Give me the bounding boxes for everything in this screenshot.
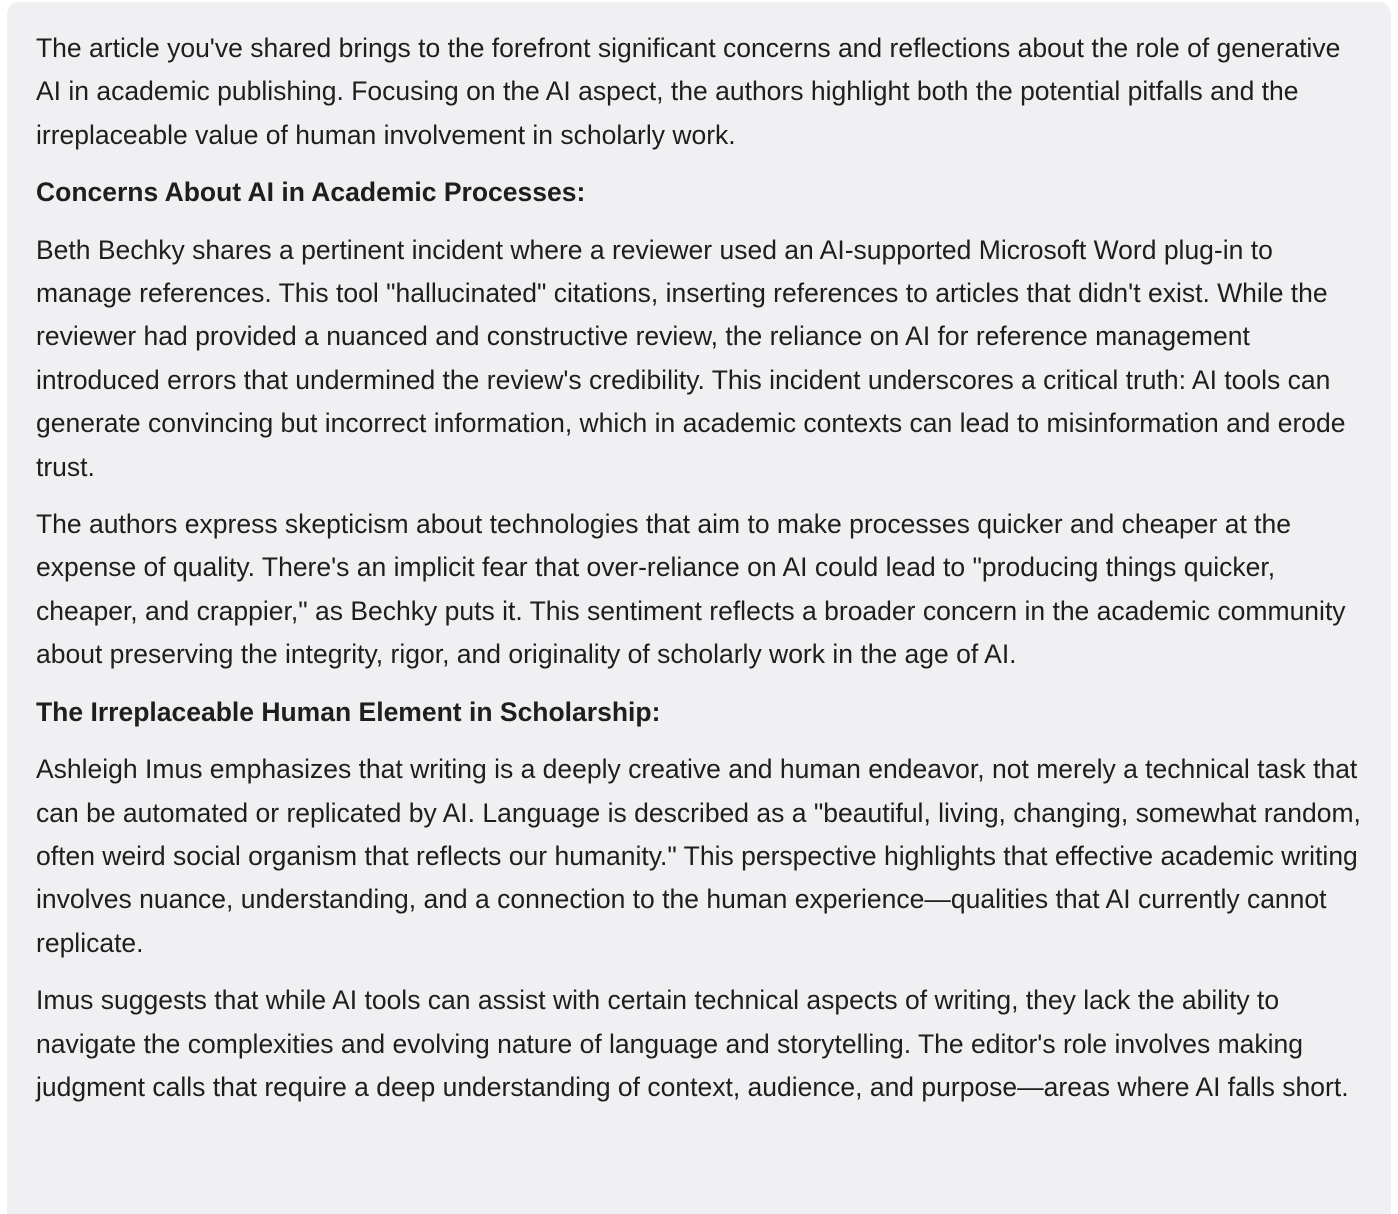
intro-paragraph: The article you've shared brings to the forefront significant concerns and reflections about the role of generative AI in academic publishing. Focusing on the AI aspect, the authors highlight both the potential pitfalls and the irreplaceable value of human involvement in scholarly work. xyxy=(36,33,1341,150)
paragraph-imus-writing: Ashleigh Imus emphasizes that writing is a deeply creative and human endeavor, not merely a technical task that can be automated or replicated by AI. Language is described as a "beautiful, living, changing, somewhat random, often weird social organism that reflects our humanity." This perspective highlights that effective academic writing involves nuance, understanding, and a connection to the human experience—qualities that AI currently cannot replicate. xyxy=(36,754,1361,958)
assistant-message xyxy=(7,2,1391,1214)
section-heading-human-element: The Irreplaceable Human Element in Scholarship: xyxy=(36,696,661,727)
paragraph-skepticism: The authors express skepticism about technologies that aim to make processes quicker and cheaper at the expense of quality. There's an implicit fear that over-reliance on AI could lead to "producing things quicker, cheaper, and crappier," as Bechky puts it. This sentiment reflects a broader concern in the academic community about preserving the integrity, rigor, and originality of scholarly work in the age of AI. xyxy=(36,509,1346,670)
paragraph-editor-role: Imus suggests that while AI tools can assist with certain technical aspects of writing, they lack the ability to navigate the complexities and evolving nature of language and storytelling. The editor's role involves making judgment calls that require a deep understanding of context, audience, and purpose—areas where AI falls short. xyxy=(36,985,1349,1102)
paragraph-bechky-incident: Beth Bechky shares a pertinent incident where a reviewer used an AI-supported Microsoft Word plug-in to manage references. This tool "hallucinated" citations, inserting references to articles that didn't exist. While the reviewer had provided a nuanced and constructive review, the reliance on AI for reference management introduced errors that undermined the review's credibility. This incident underscores a critical truth: AI tools can generate convincing but incorrect information, which in academic contexts can lead to misinformation and erode trust. xyxy=(36,234,1346,482)
section-heading-concerns: Concerns About AI in Academic Processes: xyxy=(36,177,586,208)
